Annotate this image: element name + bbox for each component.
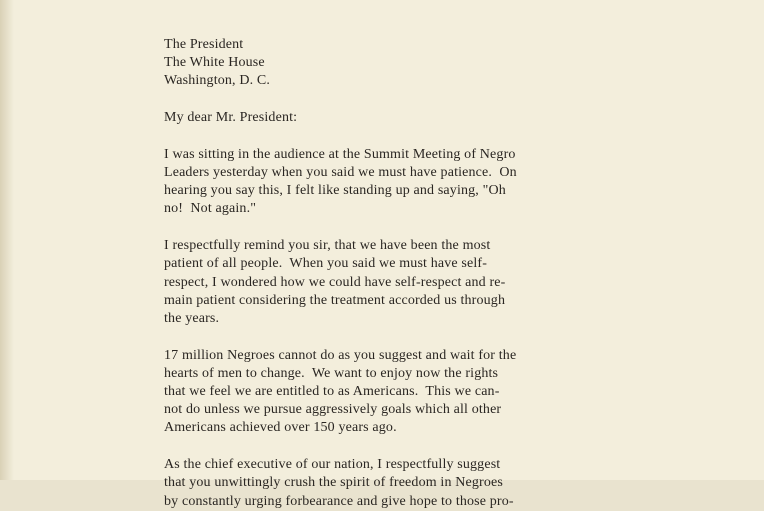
address-line: The White House: [164, 55, 265, 71]
text-line: I respectfully remind you sir, that we have been the most: [164, 238, 491, 254]
salutation: My dear Mr. President:: [164, 110, 298, 126]
inside-address: [164, 36, 634, 91]
text-line: As the chief executive of our nation, I respectfully suggest: [164, 457, 501, 473]
text-line: the years.: [164, 310, 220, 326]
text-line: that you unwittingly crush the spirit of freedom in Negroes: [164, 475, 503, 491]
page-edge-shadow: [0, 0, 14, 480]
paragraph-2: [164, 237, 634, 328]
paragraph-3: [164, 347, 634, 438]
text-line: 17 million Negroes cannot do as you suggest and wait for the: [164, 347, 517, 363]
paragraph-4: [164, 456, 634, 511]
text-line: not do unless we pursue aggressively goals which all other: [164, 402, 502, 418]
text-line: by constantly urging forbearance and give hope to those pro-: [164, 493, 514, 509]
text-line: hearing you say this, I felt like standing up and saying, "Oh: [164, 183, 506, 199]
text-line: that we feel we are entitled to as Americans. This we can-: [164, 384, 500, 400]
text-line: I was sitting in the audience at the Summit Meeting of Negro: [164, 146, 516, 162]
paragraph-1: [164, 146, 634, 219]
text-line: main patient considering the treatment accorded us through: [164, 292, 506, 308]
text-line: Leaders yesterday when you said we must have patience. On: [164, 165, 517, 181]
letter-body: [164, 36, 634, 511]
address-line: Washington, D. C.: [164, 73, 271, 89]
text-line: Americans achieved over 150 years ago.: [164, 420, 397, 436]
address-line: The President: [164, 37, 244, 52]
text-line: hearts of men to change. We want to enjoy now the rights: [164, 365, 499, 381]
text-line: patient of all people. When you said we must have self-: [164, 256, 488, 272]
text-line: respect, I wondered how we could have self-respect and re-: [164, 274, 506, 290]
text-line: no! Not again.": [164, 201, 257, 217]
